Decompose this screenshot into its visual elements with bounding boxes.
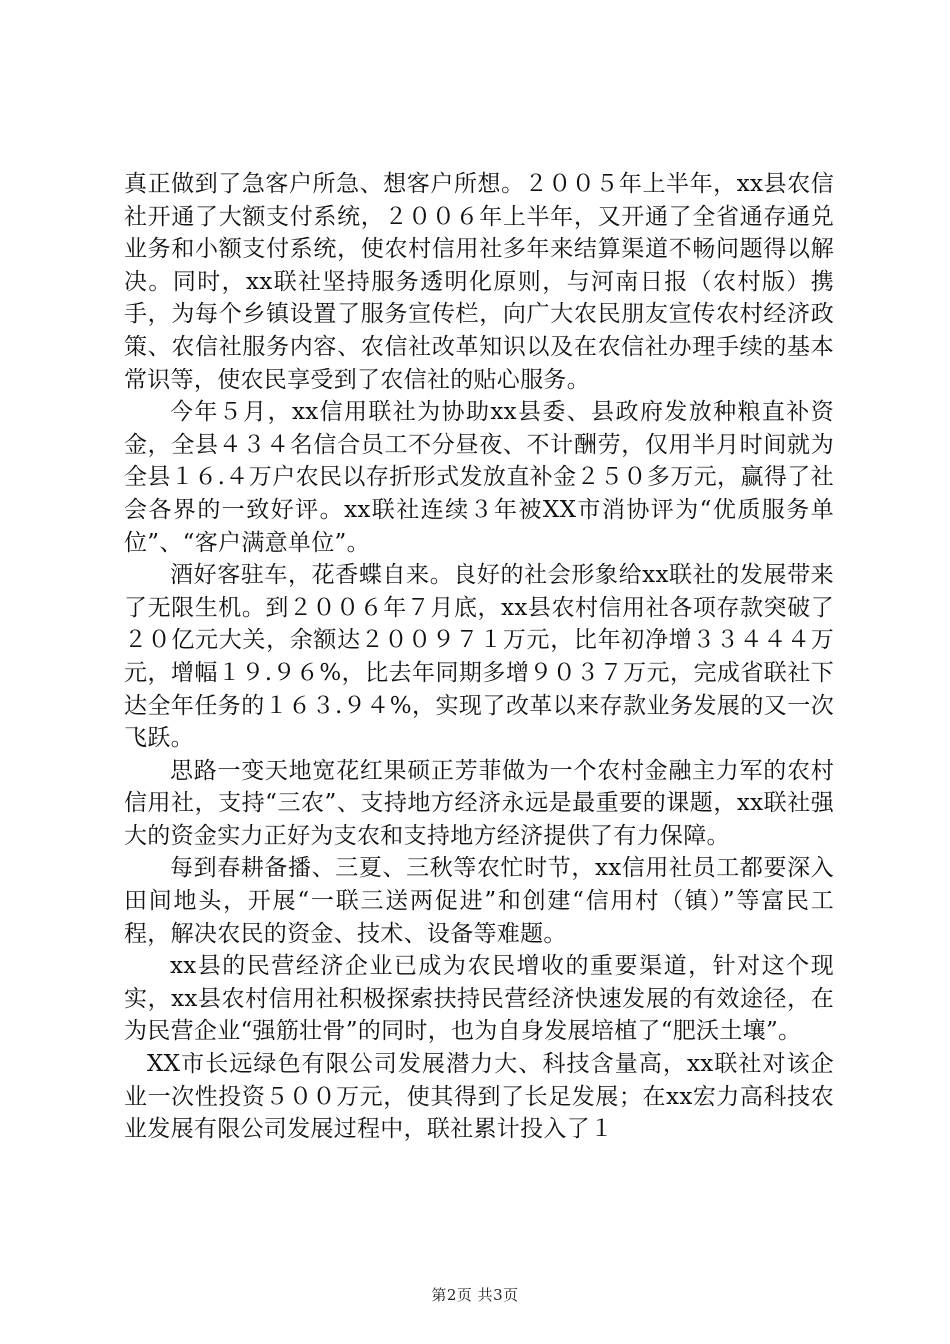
- paragraph-2: 今年５月，xx信用联社为协助xx县委、县政府发放种粮直补资金，全县４３４名信合员工不分昼夜、不计酬劳，仅用半月时间就为全县１６.４万户农民以存折形式发放直补金２５０多万元，赢得了社会各界的一致好评。xx联社连续３年被XX市消协评为“优质服务单位”、“客户满意单位”。: [124, 399, 834, 556]
- paragraph-6: xx县的民营经济企业已成为农民增收的重要渠道，针对这个现实，xx县农村信用社积极探索扶持民营经济快速发展的有效途径，在为民营企业“强筋壮骨”的同时，也为自身发展培植了“肥沃土壤”。: [124, 953, 834, 1045]
- paragraph-4: 思路一变天地宽花红果硕正芳菲做为一个农村金融主力军的农村信用社，支持“三农”、支持地方经济永远是最重要的课题，xx联社强大的资金实力正好为支农和支持地方经济提供了有力保障。: [124, 757, 834, 849]
- document-body: [124, 168, 834, 1146]
- paragraph-1: 真正做到了急客户所急、想客户所想。２００５年上半年，xx县农信社开通了大额支付系统，２００６年上半年，又开通了全省通存通兑业务和小额支付系统，使农村信用社多年来结算渠道不畅问题得以解决。同时，xx联社坚持服务透明化原则，与河南日报（农村版）携手，为每个乡镇设置了服务宣传栏，向广大农民朋友宣传农村经济政策、农信社服务内容、农信社改革知识以及在农信社办理手续的基本常识等，使农民享受到了农信社的贴心服务。: [124, 171, 834, 393]
- page-footer: 第2页 共3页: [431, 1286, 519, 1304]
- paragraph-3: 酒好客驻车，花香蝶自来。良好的社会形象给xx联社的发展带来了无限生机。到２００６年７月底，xx县农村信用社各项存款突破了２０亿元大关，余额达２００９７１万元，比年初净增３３４４４万元，增幅１９.９６%，比去年同期多增９０３７万元，完成省联社下达全年任务的１６３.９４%，实现了改革以来存款业务发展的又一次飞跃。: [124, 562, 834, 752]
- paragraph-7: XX市长远绿色有限公司发展潜力大、科技含量高，xx联社对该企业一次性投资５００万元，使其得到了长足发展；在xx宏力高科技农业发展有限公司发展过程中，联社累计投入了１: [124, 1051, 834, 1143]
- paragraph-5: 每到春耕备播、三夏、三秋等农忙时节，xx信用社员工都要深入田间地头，开展“一联三送两促进”和创建“信用村（镇）”等富民工程，解决农民的资金、技术、设备等难题。: [124, 855, 834, 947]
